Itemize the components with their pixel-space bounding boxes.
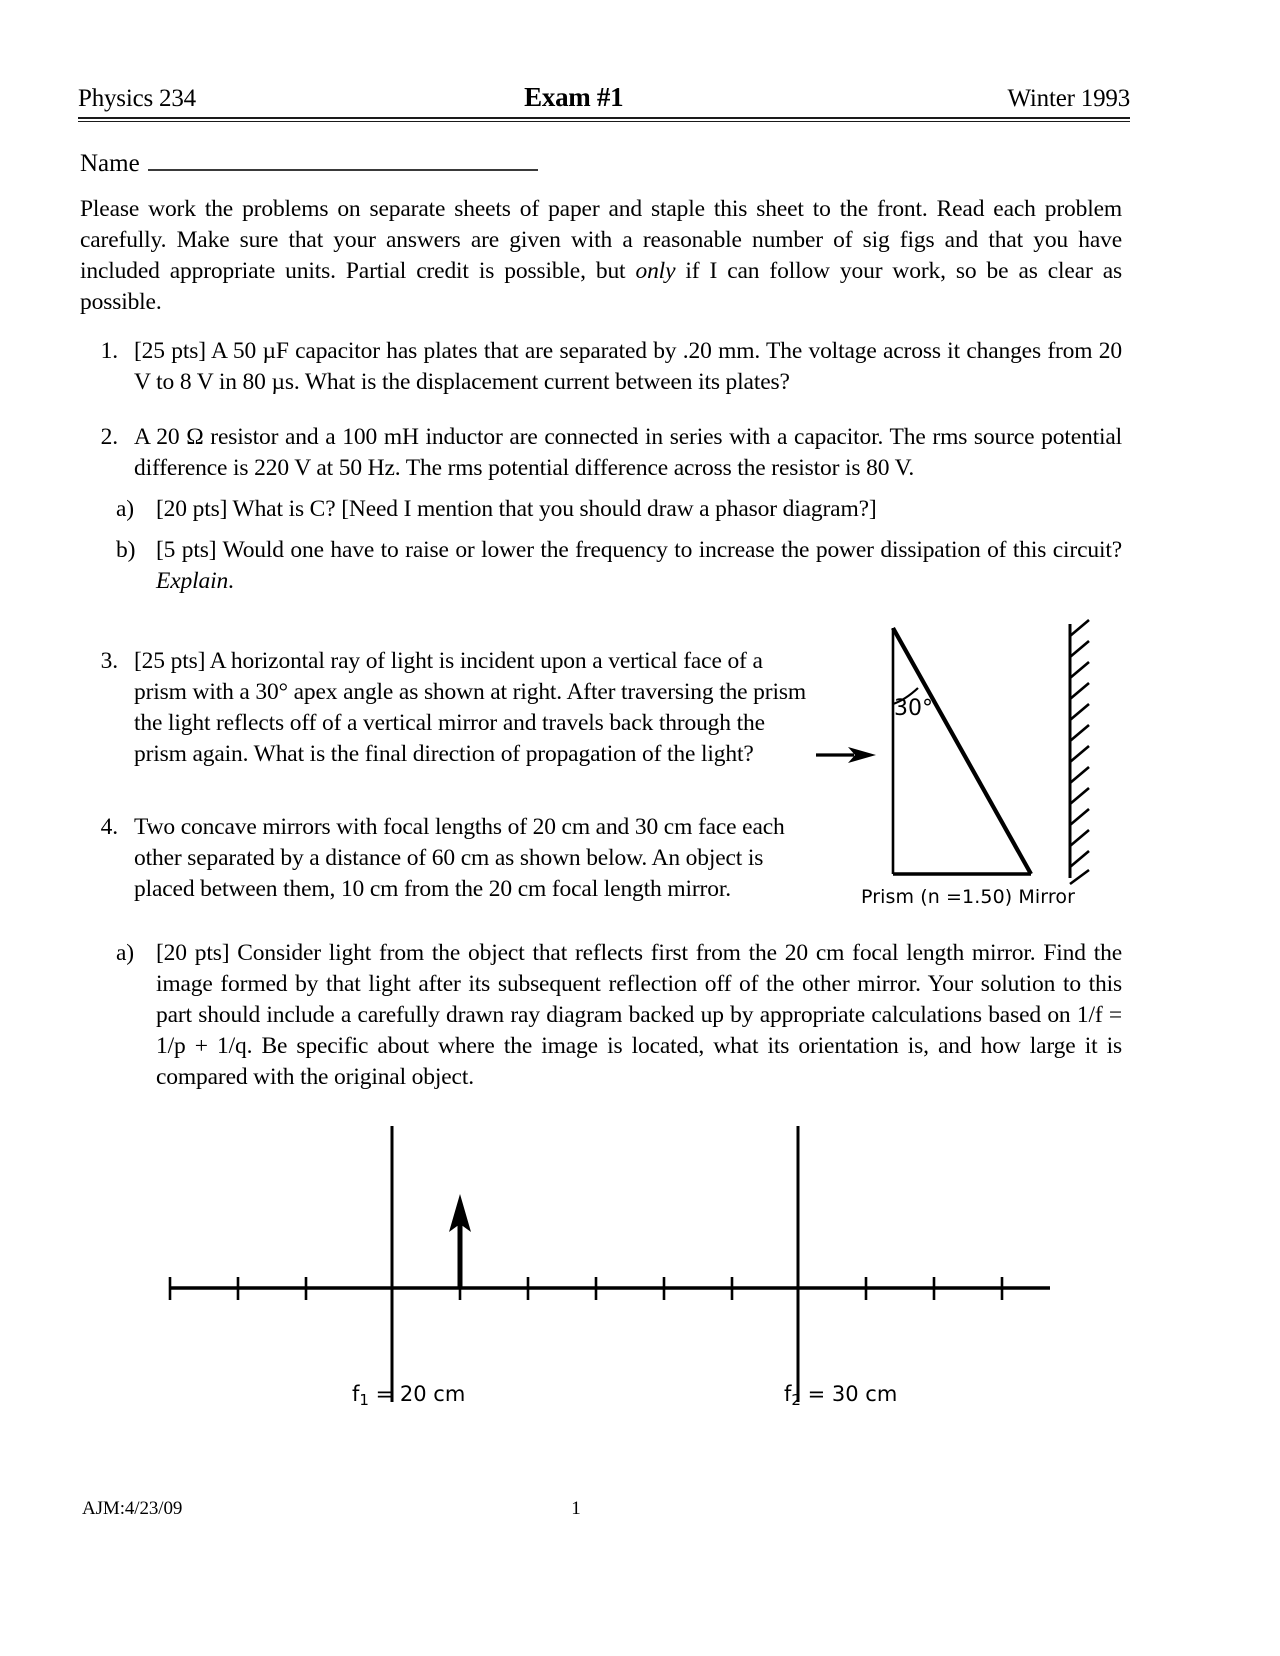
problem-2-part-b-text-pre: [5 pts] Would one have to raise or lower the frequency to increase the power dissipation of this circuit? <box>156 537 1122 563</box>
problem-4-part-a <box>80 938 1122 1093</box>
term-label: Winter 1993 <box>1007 85 1130 112</box>
problem-2-text: A 20 Ω resistor and a 100 mH inductor are connected in series with a capacitor. The rms source potential difference is 220 V at 50 Hz. The rms potential difference across the resistor is 80 V. <box>134 424 1122 481</box>
instructions-text-1: Please work the problems on separate sheets of paper and staple this sheet to the front. Read each problem carefully. Make sure that your answers are given with a reasonable number of sig figs and that you have included appropriate units. Partial credit is possible, but <box>80 196 1122 284</box>
page-number: 1 <box>571 1498 581 1519</box>
problem-1 <box>80 336 1122 398</box>
header-divider <box>78 117 1130 122</box>
problem-2-part-a-text: [20 pts] What is C? [Need I mention that you should draw a phasor diagram?] <box>156 496 877 522</box>
problem-2 <box>80 422 1122 597</box>
problem-2-part-a-label: a) <box>116 496 134 522</box>
f1-symbol: f <box>352 1382 360 1406</box>
problem-4-number: 4. <box>100 814 118 840</box>
object-arrow <box>449 1194 471 1288</box>
f2-symbol: f <box>784 1382 792 1406</box>
f2-value: = 30 cm <box>807 1382 898 1406</box>
problem-2-part-a <box>80 494 1122 525</box>
incident-ray-arrow <box>816 747 876 763</box>
f1-value: = 20 cm <box>375 1382 466 1406</box>
prism-shape <box>893 628 1031 874</box>
problem-3-text: [25 pts] A horizontal ray of light is incident upon a vertical face of a prism with a 30° apex angle as shown at right. After traversing the prism the light reflects off of a vertical mirror and travels back through the prism again. What is the final direction of propagation of the light? <box>134 648 806 767</box>
prism-angle-label: 30° <box>894 696 933 721</box>
focal-length-2-label <box>784 1382 898 1409</box>
page-header <box>78 82 1130 122</box>
problem-2-number: 2. <box>100 424 118 450</box>
header-row <box>78 82 1130 113</box>
name-field-row <box>80 150 538 178</box>
problem-3 <box>80 646 810 770</box>
problem-2-part-b-text <box>156 535 1122 597</box>
name-label: Name <box>80 150 140 177</box>
course-name: Physics 234 <box>78 85 196 112</box>
problem-3-number: 3. <box>100 648 118 674</box>
prism-figure-caption: Prism (n =1.50) Mirror <box>860 886 1075 908</box>
problem-2-part-b-emphasis: Explain <box>156 568 229 594</box>
f2-subscript: 2 <box>791 1391 801 1409</box>
instructions-paragraph <box>80 194 1122 318</box>
problem-4-text: Two concave mirrors with focal lengths of 20 cm and 30 cm face each other separated by a distance of 60 cm as shown below. An object is placed between them, 10 cm from the 20 cm focal length mirror. <box>134 814 785 902</box>
problem-2-part-b-label: b) <box>116 537 136 563</box>
problem-1-number: 1. <box>100 338 118 364</box>
exam-title: Exam #1 <box>524 82 624 112</box>
problem-4-part-a-label: a) <box>116 940 134 966</box>
footer-revision: AJM:4/23/09 <box>82 1498 183 1519</box>
mirror-surface <box>1070 620 1089 884</box>
f1-subscript: 1 <box>359 1391 369 1409</box>
instructions-emphasis: only <box>635 258 676 284</box>
problem-2-part-b-text-post: . <box>228 568 234 594</box>
problem-4 <box>80 812 810 905</box>
instructions-text-2: if I can follow your work, so be as clear as possible. <box>80 258 1122 315</box>
problem-4-part-a-text: [20 pts] Consider light from the object that reflects first from the 20 cm focal length mirror. Find the image formed by that light after its subsequent reflection off of the other mirror. Your solution to this part should include a carefully drawn ray diagram backed up by appropriate calculations based on 1/f = 1/p + 1/q. Be specific about where the image is located, what its orientation is, and how large it is compared with the original object. <box>156 940 1122 1090</box>
name-input-blank[interactable] <box>148 151 538 171</box>
prism-mirror-figure <box>808 612 1128 922</box>
mirror-ray-diagram <box>150 1110 1070 1410</box>
problem-2-part-b <box>80 535 1122 597</box>
problem-1-text: [25 pts] A 50 µF capacitor has plates that are separated by .20 mm. The voltage across it changes from 20 V to 8 V in 80 µs. What is the displacement current between its plates? <box>134 338 1122 395</box>
focal-length-1-label <box>352 1382 466 1409</box>
